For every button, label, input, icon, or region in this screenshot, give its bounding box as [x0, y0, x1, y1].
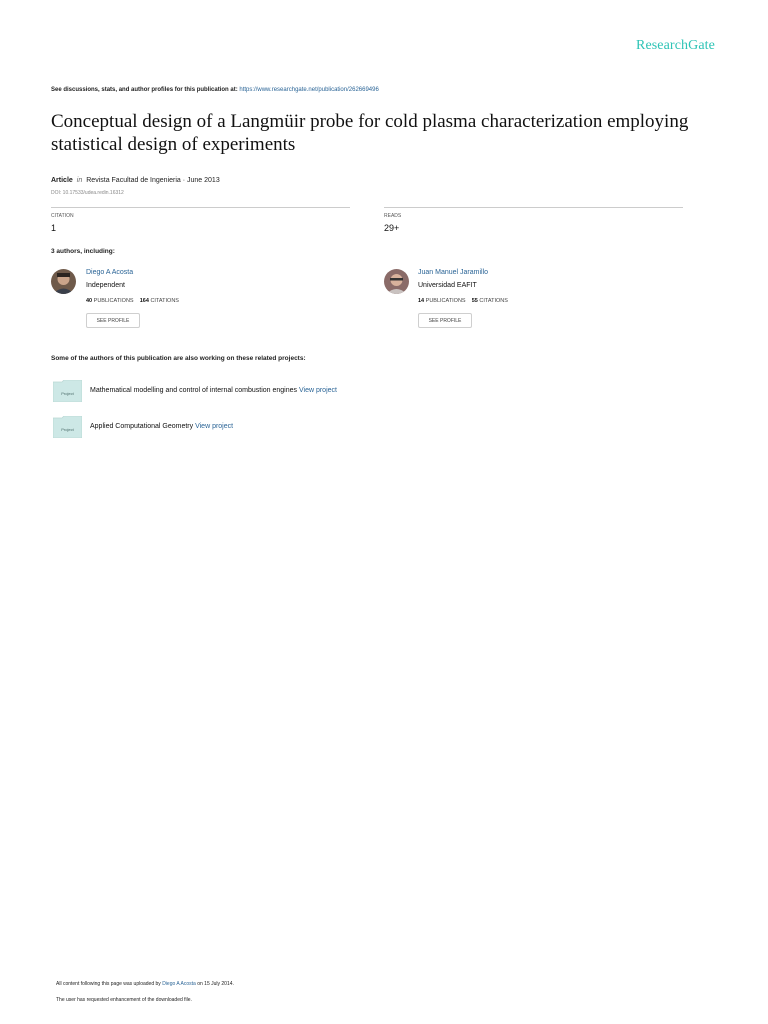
upload-note — [56, 981, 234, 987]
see-profile-button-2[interactable]: SEE PROFILE — [418, 313, 472, 328]
view-project-link-1[interactable]: View project — [298, 387, 337, 394]
author-avatar-1[interactable] — [51, 269, 76, 294]
citation-label: CITATION — [51, 213, 74, 219]
author-publications-label-1: PUBLICATIONS — [93, 298, 134, 304]
reads-label: READS — [384, 213, 402, 219]
author-name-1[interactable]: Diego A Acosta — [86, 269, 134, 276]
author-citations-label-2: CITATIONS — [479, 298, 508, 304]
project-icon-label-1: Project — [61, 391, 74, 396]
journal-date: Revista Facultad de Ingenieria · June 2013 — [86, 177, 220, 184]
publication-type: Article — [51, 177, 73, 184]
upload-prefix: All content following this page was uploaded by — [56, 981, 161, 987]
discussions-line — [51, 87, 379, 93]
see-profile-button-1[interactable]: SEE PROFILE — [86, 313, 140, 328]
author-publications-count-1: 40 — [86, 298, 93, 304]
doi: DOI: 10.17533/udea.redin.16312 — [51, 190, 124, 196]
author-citations-count-1: 164 — [139, 298, 149, 304]
project-name-1: Mathematical modelling and control of internal combustion engines — [90, 387, 298, 394]
author-affiliation-1: Independent — [86, 282, 125, 289]
project-item-2 — [90, 423, 233, 430]
project-item-1 — [90, 387, 337, 394]
avatar-photo-icon — [51, 269, 76, 294]
in-word: in — [76, 177, 83, 184]
view-project-link-2[interactable]: View project — [195, 423, 234, 430]
author-avatar-2[interactable] — [384, 269, 409, 294]
upload-suffix: on 15 July 2014. — [197, 981, 234, 987]
author-stats-1 — [86, 298, 179, 304]
project-name-2: Applied Computational Geometry — [90, 423, 194, 430]
avatar-photo-icon — [384, 269, 409, 294]
enhancement-note: The user has requested enhancement of the downloaded file. — [56, 997, 192, 1003]
project-folder-icon-2 — [53, 416, 82, 438]
citation-divider — [51, 207, 350, 208]
project-icon-label-2: Project — [61, 427, 74, 432]
author-publications-label-2: PUBLICATIONS — [425, 298, 466, 304]
project-folder-icon-1 — [53, 380, 82, 402]
researchgate-logo[interactable]: ResearchGate — [636, 38, 715, 53]
related-projects-heading: Some of the authors of this publication are also working on these related projects: — [51, 355, 306, 362]
author-publications-count-2: 14 — [418, 298, 425, 304]
publication-url-link[interactable]: https://www.researchgate.net/publication/262669496 — [239, 87, 379, 93]
author-affiliation-2: Universidad EAFIT — [418, 282, 477, 289]
publication-title: Conceptual design of a Langmüir probe for cold plasma characterization employing statistical design of experiments — [51, 111, 689, 155]
citation-value: 1 — [51, 223, 57, 233]
discussions-prefix: See discussions, stats, and author profiles for this publication at: — [51, 87, 238, 93]
uploader-link[interactable]: Diego A Acosta — [162, 981, 196, 987]
authors-heading: 3 authors, including: — [51, 248, 115, 255]
publication-meta — [51, 177, 220, 184]
reads-divider — [384, 207, 683, 208]
author-citations-count-2: 55 — [471, 298, 478, 304]
reads-value: 29+ — [384, 223, 400, 233]
author-name-2[interactable]: Juan Manuel Jaramillo — [418, 269, 489, 276]
author-citations-label-1: CITATIONS — [150, 298, 179, 304]
author-stats-2 — [418, 298, 508, 304]
